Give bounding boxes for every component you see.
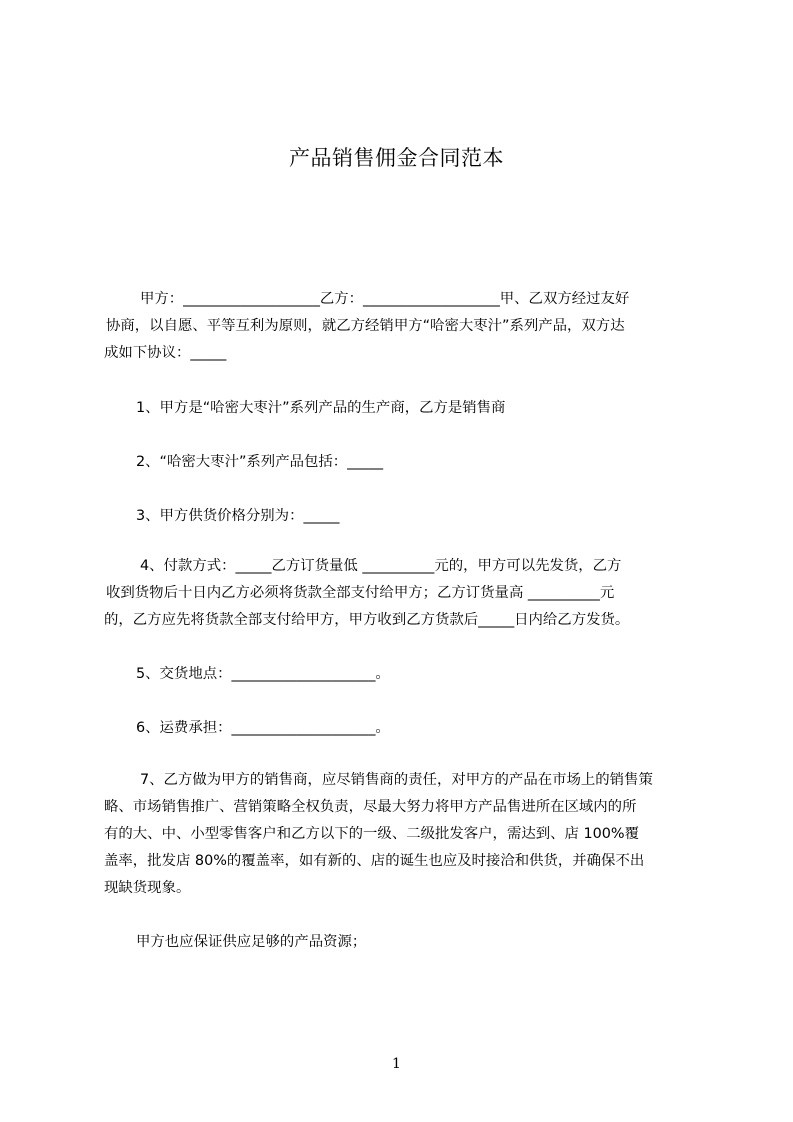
paragraph-line: 5、交货地点：____________________。 <box>136 666 390 682</box>
intro-paragraph <box>104 286 704 367</box>
clause-3 <box>104 503 704 530</box>
paragraph-line: 3、甲方供货价格分别为：_____ <box>136 508 340 524</box>
clause-2 <box>104 449 704 476</box>
clause-4 <box>104 553 704 634</box>
paragraph-line: 现缺货现象。 <box>104 880 191 896</box>
paragraph-line: 盖率，批发店 80%的覆盖率，如有新的、店的诞生也应及时接洽和供货，并确保不出 <box>104 853 645 869</box>
paragraph-line: 协商，以自愿、平等互利为原则，就乙方经销甲方“哈密大枣汁”系列产品，双方达 <box>106 318 625 334</box>
paragraph-line: 略、市场销售推广、营销策略全权负责，尽最大努力将甲方产品售进所在区域内的所 <box>104 799 637 815</box>
paragraph-line: 成如下协议：_____ <box>104 345 227 361</box>
paragraph-line: 6、运费承担：____________________。 <box>136 720 390 736</box>
paragraph-line: 甲方也应保证供应足够的产品资源； <box>136 934 367 950</box>
clause-5 <box>104 661 704 688</box>
document-title: 产品销售佣金合同范本 <box>289 146 504 170</box>
paragraph-line: 的，乙方应先将货款全部支付给甲方，甲方收到乙方货款后_____日内给乙方发货。 <box>104 612 630 628</box>
paragraph-line: 7、乙方做为甲方的销售商，应尽销售商的责任，对甲方的产品在市场上的销售策 <box>140 772 653 788</box>
paragraph-line: 1、甲方是“哈密大枣汁”系列产品的生产商，乙方是销售商 <box>136 400 506 416</box>
clause-7 <box>104 767 704 902</box>
paragraph-line: 收到货物后十日内乙方必须将货款全部支付给甲方；乙方订货量高 __________元 <box>106 585 615 601</box>
paragraph-line: 有的大、中、小型零售客户和乙方以下的一级、二级批发客户，需达到、店 100%覆 <box>104 826 639 842</box>
clause-6 <box>104 715 704 742</box>
paragraph-line: 4、付款方式：_____乙方订货量低 __________元的，甲方可以先发货，乙方 <box>140 558 622 574</box>
paragraph-line: 2、“哈密大枣汁”系列产品包括：_____ <box>136 454 384 470</box>
paragraph-line: 甲方：___________________乙方：___________________甲、乙双方经过友好 <box>140 291 630 307</box>
clause-1 <box>104 395 704 422</box>
page-number: 1 <box>392 1056 401 1072</box>
clause-7-continuation <box>104 929 704 956</box>
